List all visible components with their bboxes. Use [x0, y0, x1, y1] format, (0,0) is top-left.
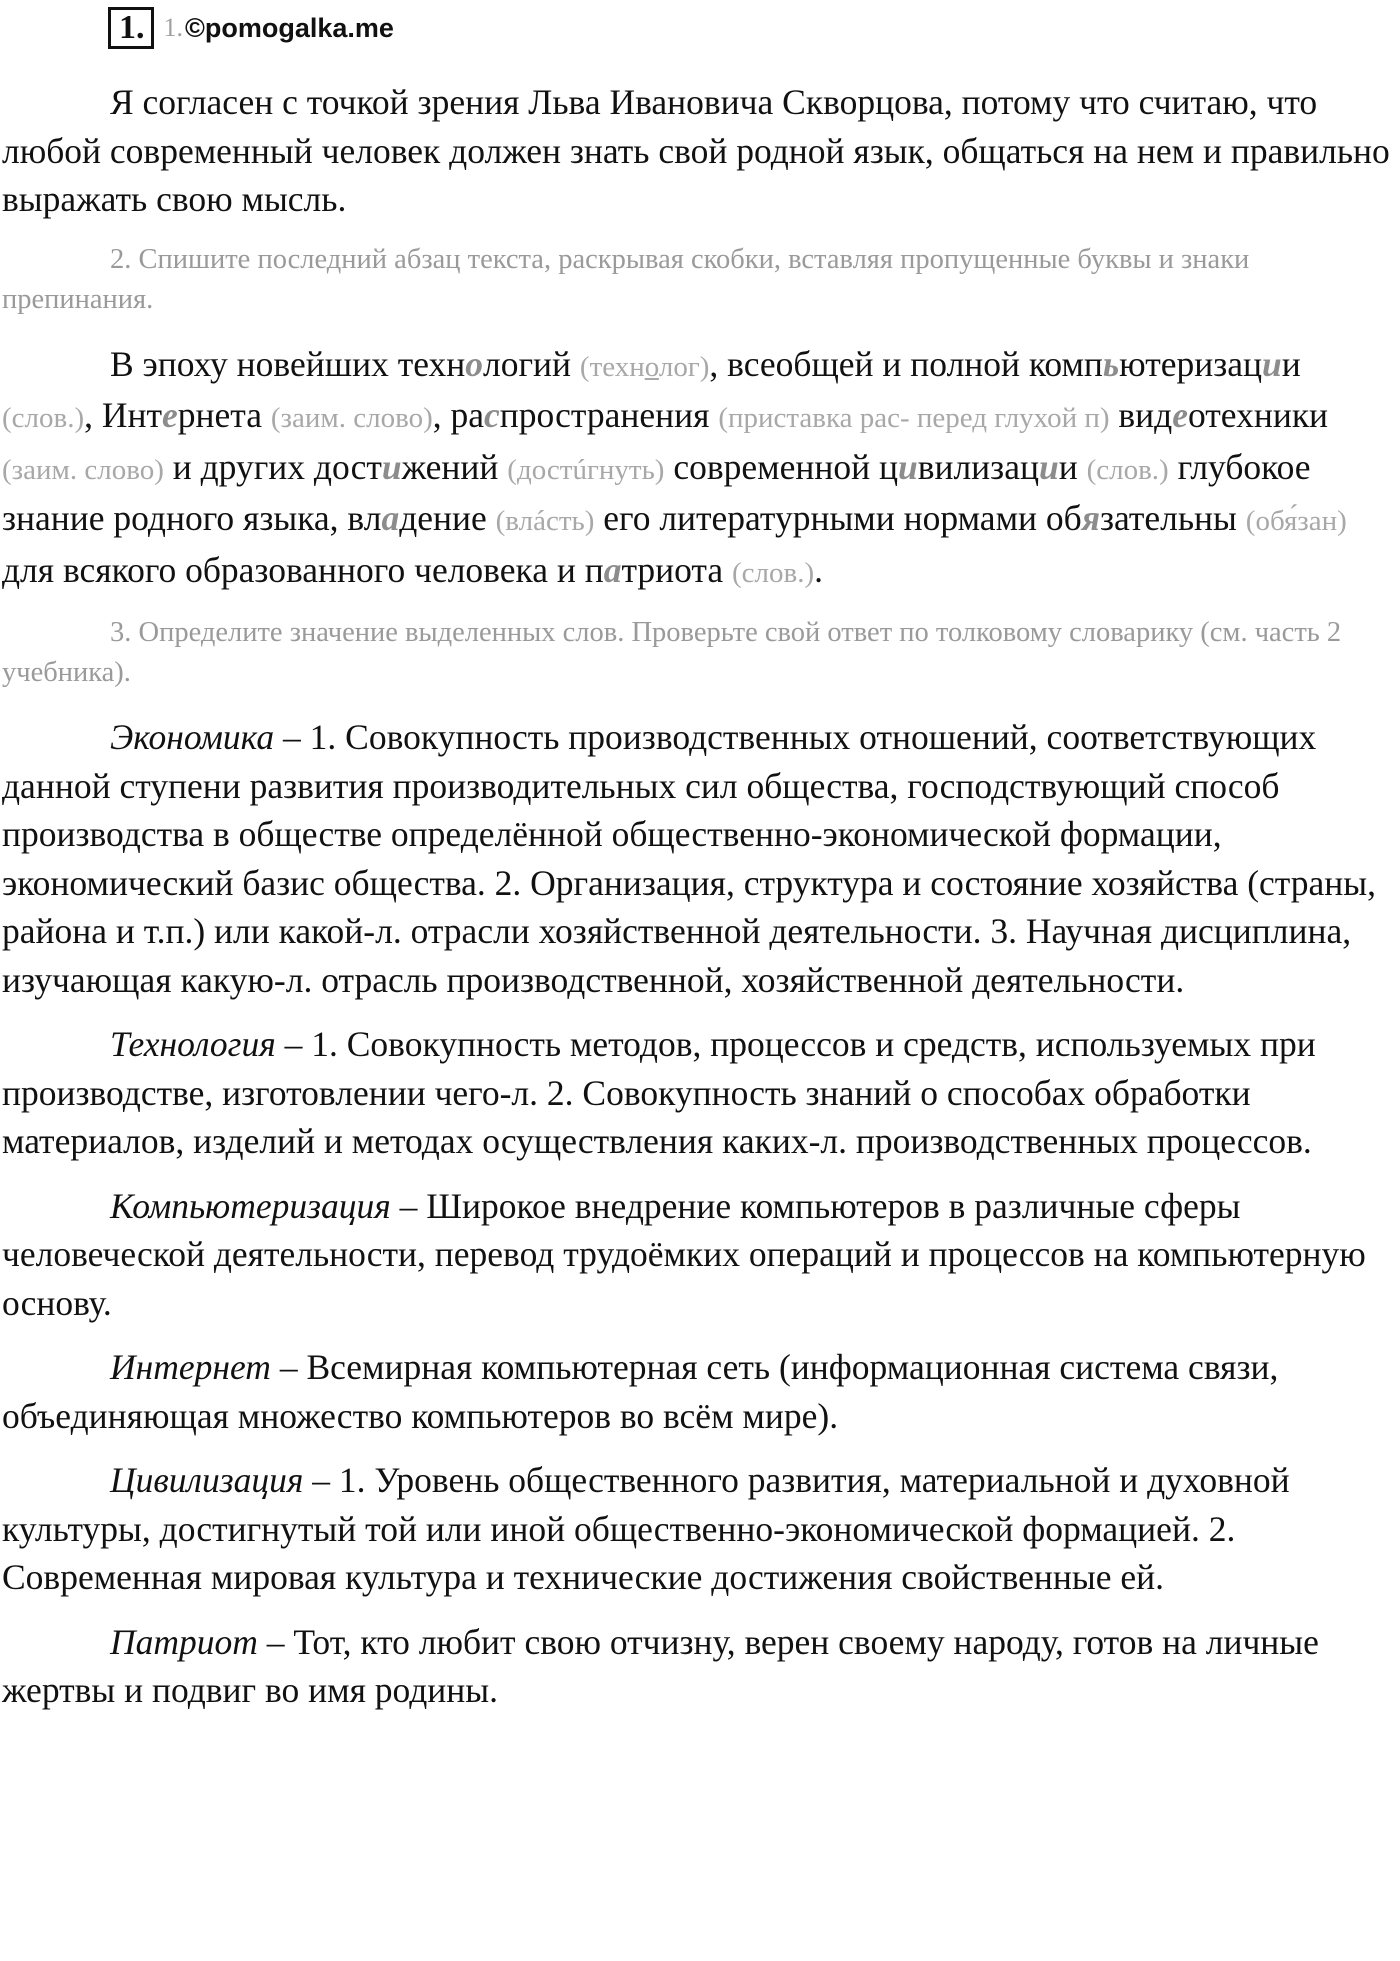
inserted-letter: я: [1081, 498, 1101, 538]
inserted-letter: о: [465, 343, 483, 384]
inserted-letter: с: [484, 395, 500, 435]
inserted-letter: а: [381, 498, 400, 538]
definition-term: Патриот: [110, 1621, 258, 1662]
text-segment: вид: [1109, 395, 1173, 435]
definition-technology: [2, 1020, 1398, 1166]
text-segment: , всеобщей и полной комп: [709, 343, 1103, 384]
text-segment: современной ц: [664, 446, 898, 487]
watermark: ©pomogalka.me: [185, 12, 394, 43]
text-segment: дение: [399, 498, 496, 538]
hint-stressed-letter: о: [644, 350, 659, 383]
text-segment: .: [814, 549, 823, 590]
text-segment: и других дост: [163, 446, 382, 487]
definition-computerization: [2, 1182, 1398, 1328]
text-segment: логий: [483, 343, 580, 384]
hint: (обя́зан): [1245, 505, 1347, 537]
text-segment: рнета: [177, 395, 271, 435]
text-segment: отехники: [1187, 395, 1329, 435]
hint: [580, 351, 710, 383]
inserted-letter: ь: [1102, 343, 1120, 384]
inserted-letter: е: [1172, 395, 1188, 435]
definition-term: Технология: [110, 1024, 276, 1064]
definition-economics: [2, 713, 1398, 1004]
definition-text: – Широкое внедрение компьютеров в различные сферы человеческой деятельности, перевод трудоёмких операций и процессов на компьютерную основу.: [2, 1185, 1366, 1323]
text-segment: вилизац: [917, 446, 1039, 487]
text-segment: , ра: [432, 395, 484, 435]
inserted-letter: и: [1038, 446, 1059, 487]
text-segment: жений: [401, 446, 508, 487]
hint: (заим. слово): [2, 453, 164, 486]
spacer: [2, 1166, 1398, 1182]
text-segment: , Инт: [84, 395, 163, 435]
text-segment: глубокое знание родного языка, вл: [2, 446, 1311, 538]
hint: (достúгнуть): [507, 453, 665, 486]
definition-text: – 1. Уровень общественного развития, материальной и духовной культуры, достигнутый той или иной общественно-экономической формацией. 2. Современная мировая культура и технические достижения свойственные ей.: [2, 1460, 1290, 1597]
inserted-letter: е: [162, 395, 178, 435]
header: [108, 6, 394, 50]
spacer: [2, 1440, 1398, 1456]
text-segment: зательны: [1100, 498, 1246, 538]
text-segment: и: [1058, 446, 1087, 487]
definition-internet: [2, 1343, 1398, 1440]
hint-part: (техн: [579, 350, 645, 383]
text-segment: В эпоху новейших техн: [110, 343, 466, 384]
definition-civilization: [2, 1456, 1398, 1602]
task-3-instruction: 3. Определите значение выделенных слов. Проверьте свой ответ по толковому словарику (см. часть 2 учебника).: [2, 617, 1342, 688]
definition-patriot: [2, 1618, 1398, 1715]
hint: (влáсть): [495, 505, 595, 537]
spacer: [2, 1602, 1398, 1618]
spacer: [2, 1327, 1398, 1343]
definition-text: – Тот, кто любит свою отчизну, верен своему народу, готов на личные жертвы и подвиг во имя родины.: [2, 1621, 1319, 1710]
hint: (слов.): [2, 402, 85, 434]
hint: (слов.): [1086, 453, 1169, 486]
answer-1: Я согласен с точкой зрения Льва Ивановича Скворцова, потому что считаю, что любой современный человек должен знать свой родной язык, общаться на нем и правильно выражать свою мысль.: [2, 82, 1390, 219]
hint-part: лог): [658, 350, 710, 383]
text-segment: пространения: [499, 395, 719, 435]
definition-term: Компьютеризация: [110, 1185, 391, 1226]
spacer: [2, 1004, 1398, 1020]
text-segment: для всякого образованного человека и п: [2, 549, 604, 590]
text-segment: его литературными нормами об: [594, 498, 1082, 538]
text-segment: ютеризац: [1119, 343, 1262, 384]
hint: (приставка рас- перед глухой п): [718, 402, 1110, 434]
hint: (слов.): [732, 556, 815, 589]
answer-2: [2, 340, 1398, 598]
content: [2, 78, 1398, 1715]
task-number-box: 1.: [108, 7, 154, 49]
inserted-letter: а: [603, 549, 622, 590]
definition-text: – 1. Совокупность методов, процессов и средств, используемых при производстве, изготовлении чего-л. 2. Совокупность знаний о способах обработки материалов, изделий и методах осуществления каких-л. производственных процессов.: [2, 1024, 1316, 1161]
definition-term: Интернет: [110, 1347, 271, 1387]
definition-term: Цивилизация: [110, 1460, 304, 1500]
text-segment: триота: [621, 549, 733, 590]
hint: (заим. слово): [270, 402, 433, 434]
inserted-letter: и: [897, 446, 918, 487]
definition-text: – Всемирная компьютерная сеть (информационная система связи, объединяющая множество компьютеров во всём мире).: [2, 1347, 1279, 1436]
inserted-letter: и: [1262, 343, 1282, 384]
text-segment: и: [1281, 343, 1301, 384]
definition-term: Экономика: [110, 717, 275, 757]
sub-task-number: 1.: [163, 13, 183, 42]
task-2-instruction: 2. Спишите последний абзац текста, раскрывая скобки, вставляя пропущенные буквы и знаки препинания.: [2, 243, 1250, 315]
inserted-letter: и: [381, 446, 402, 487]
definition-text: – 1. Совокупность производственных отношений, соответствующих данной ступени развития производительных сил общества, господствующий способ производства в обществе определённой общественно-экономической формации, экономический базис общества. 2. Организация, структура и состояние хозяйства (страны, района и т.п.) или какой-л. отрасли хозяйственной деятельности. 3. Научная дисциплина, изучающая какую-л. отрасль производственной, хозяйственной деятельности.: [2, 717, 1376, 1000]
